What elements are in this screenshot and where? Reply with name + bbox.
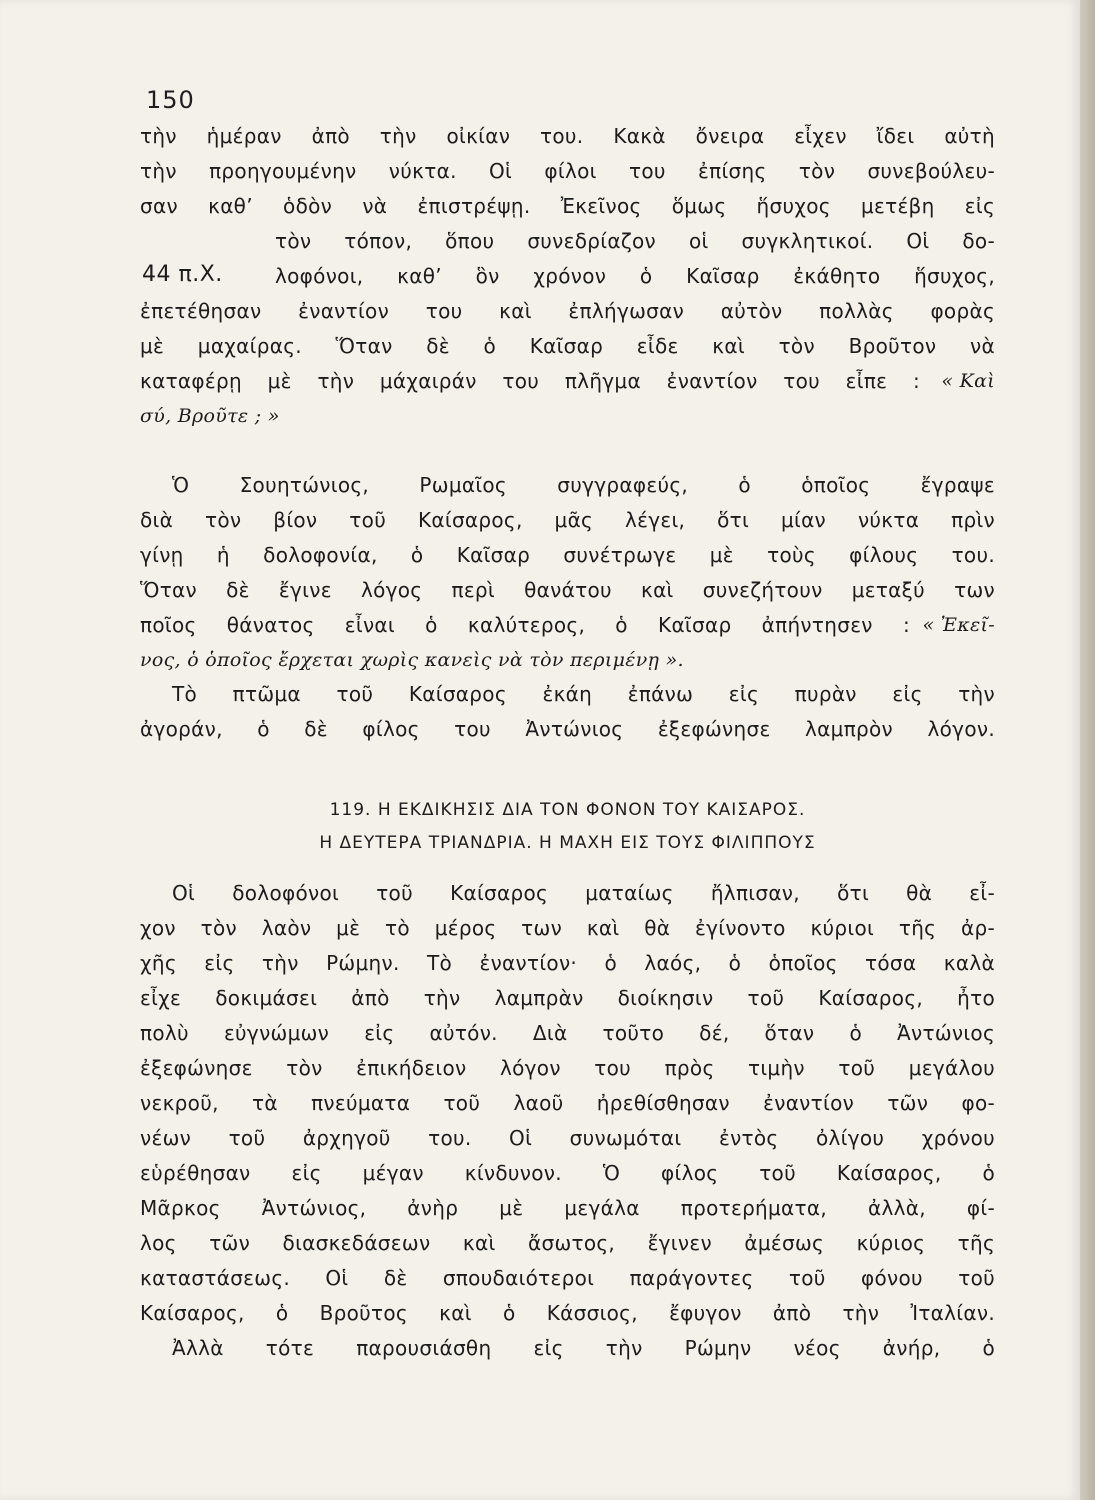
- text-line: εὑρέθησαν εἰς μέγαν κίνδυνον. Ὁ φίλος τοῦ Καίσαρος, ὁ: [140, 1161, 995, 1185]
- text-line: τὴν προηγουμένην νύκτα. Οἱ φίλοι του ἐπίσης τὸν συνεβούλευ-: [140, 159, 995, 183]
- text-line: εἶχε δοκιμάσει ἀπὸ τὴν λαμπρὰν διοίκησιν τοῦ Καίσαρος, ἦτο: [140, 986, 995, 1010]
- text-line: διὰ τὸν βίον τοῦ Καίσαρος, μᾶς λέγει, ὅτι μίαν νύκτα πρὶν: [140, 508, 995, 532]
- quote-start: « Καὶ: [941, 370, 995, 392]
- text-line: Καίσαρος, ὁ Βροῦτος καὶ ὁ Κάσσιος, ἔφυγον ἀπὸ τὴν Ἰταλίαν.: [140, 1301, 995, 1325]
- text-line: χῆς εἰς τὴν Ρώμην. Τὸ ἐναντίον· ὁ λαός, ὁ ὁποῖος τόσα καλὰ: [140, 951, 995, 975]
- text-line: ποῖος θάνατος εἶναι ὁ καλύτερος, ὁ Καῖσαρ ἀπήντησεν :: [140, 613, 910, 637]
- text-line: ἐπετέθησαν ἐναντίον του καὶ ἐπλήγωσαν αὐτὸν πολλὰς φορὰς: [140, 299, 995, 323]
- quote-start: « Ἐκεῖ-: [922, 614, 995, 636]
- text-line: Οἱ δολοφόνοι τοῦ Καίσαρος ματαίως ἤλπισαν, ὅτι θὰ εἶ-: [172, 881, 995, 905]
- text-line: καταφέρῃ μὲ τὴν μάχαιράν του πλῆγμα ἐναντίον του εἶπε :: [140, 369, 920, 393]
- section-heading-line-1: 119. Η ΕΚΔΙΚΗΣΙΣ ΔΙΑ ΤΟΝ ΦΟΝΟΝ ΤΟΥ ΚΑΙΣΑΡΟΣ.: [329, 800, 806, 820]
- text-line: Ὁ Σουητώνιος, Ρωμαῖος συγγραφεύς, ὁ ὁποῖος ἔγραψε: [172, 473, 995, 497]
- text-line: Μᾶρκος Ἀντώνιος, ἀνὴρ μὲ μεγάλα προτερήματα, ἀλλὰ, φί-: [140, 1196, 995, 1220]
- page-edge: [1080, 0, 1095, 1500]
- text-line: Τὸ πτῶμα τοῦ Καίσαρος ἐκάη ἐπάνω εἰς πυρὰν εἰς τὴν: [172, 682, 995, 706]
- text-line: γίνῃ ἡ δολοφονία, ὁ Καῖσαρ συνέτρωγε μὲ τοὺς φίλους του.: [140, 543, 995, 567]
- text-line: μὲ μαχαίρας. Ὅταν δὲ ὁ Καῖσαρ εἶδε καὶ τὸν Βροῦτον νὰ: [140, 334, 995, 358]
- text-line: νεκροῦ, τὰ πνεύματα τοῦ λαοῦ ἠρεθίσθησαν ἐναντίον τῶν φο-: [140, 1091, 995, 1115]
- quote-text: σύ, Βροῦτε ; »: [140, 405, 280, 427]
- text-line: ἐξεφώνησε τὸν ἐπικήδειον λόγον του πρὸς τιμὴν τοῦ μεγάλου: [140, 1056, 995, 1080]
- text-line: καταστάσεως. Οἱ δὲ σπουδαιότεροι παράγοντες τοῦ φόνου τοῦ: [140, 1266, 995, 1290]
- text-line: πολὺ εὐγνώμων εἰς αὐτόν. Διὰ τοῦτο δέ, ὅταν ὁ Ἀντώνιος: [140, 1021, 995, 1045]
- text-line: ἀγοράν, ὁ δὲ φίλος του Ἀντώνιος ἐξεφώνησε λαμπρὸν λόγον.: [140, 717, 995, 741]
- text-line: σαν καθ’ ὁδὸν νὰ ἐπιστρέψῃ. Ἐκεῖνος ὅμως ἥσυχος μετέβη εἰς: [140, 194, 995, 218]
- text-line: Ὅταν δὲ ἔγινε λόγος περὶ θανάτου καὶ συνεζήτουν μεταξύ των: [140, 578, 995, 602]
- page-number: 150: [146, 86, 195, 114]
- text-line: λος τῶν διασκεδάσεων καὶ ἄσωτος, ἔγινεν ἀμέσως κύριος τῆς: [140, 1231, 995, 1255]
- section-heading-line-2: Η ΔΕΥΤΕΡΑ ΤΡΙΑΝΔΡΙΑ. Η ΜΑΧΗ ΕΙΣ ΤΟΥΣ ΦΙΛΙΠΠΟΥΣ: [319, 833, 816, 853]
- quote-text: νος, ὁ ὁποῖος ἔρχεται χωρὶς κανεὶς νὰ τὸν περιμένῃ ».: [140, 649, 684, 671]
- text-line: τὸν τόπον, ὅπου συνεδρίαζον οἱ συγκλητικοί. Οἱ δο-: [275, 229, 995, 253]
- text-line: Ἀλλὰ τότε παρουσιάσθη εἰς τὴν Ρώμην νέος ἀνήρ, ὁ: [172, 1336, 995, 1360]
- text-line: χον τὸν λαὸν μὲ τὸ μέρος των καὶ θὰ ἐγίνοντο κύριοι τῆς ἀρ-: [140, 916, 995, 940]
- text-line: λοφόνοι, καθ’ ὃν χρόνον ὁ Καῖσαρ ἐκάθητο ἥσυχος,: [275, 264, 995, 288]
- text-line: τὴν ἡμέραν ἀπὸ τὴν οἰκίαν του. Κακὰ ὄνειρα εἶχεν ἴδει αὐτὴ: [140, 124, 995, 148]
- text-line: νέων τοῦ ἀρχηγοῦ του. Οἱ συνωμόται ἐντὸς ὀλίγου χρόνου: [140, 1126, 995, 1150]
- margin-note-date: 44 π.Χ.: [142, 262, 223, 287]
